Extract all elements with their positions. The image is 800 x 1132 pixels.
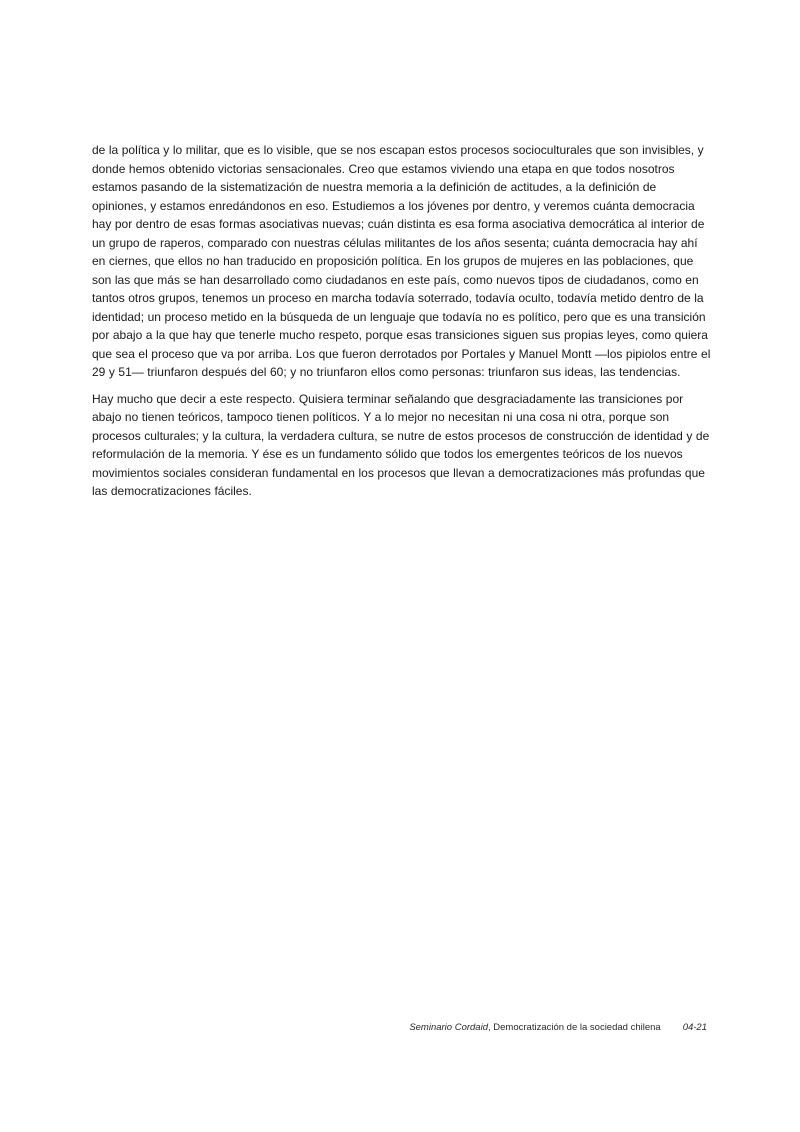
paragraph: Hay mucho que decir a este respecto. Quisiera terminar señalando que desgraciadamente las transiciones por abajo no tienen teóricos, tampoco tienen políticos. Y a lo mejor no necesitan ni una cosa ni otra, porque son procesos culturales; y la cultura, la verdadera cultura, se nutre de estos procesos de construcción de identidad y de reformulación de la memoria. Y ése es un fundamento sólido que todos los emergentes teóricos de los nuevos movimientos sociales consideran fundamental en los procesos que llevan a democratizaciones más profundas que las democratizaciones fáciles. [92, 391, 710, 498]
footer-series: Seminario Cordaid [409, 1022, 488, 1033]
page-footer [92, 1022, 707, 1033]
footer-separator: , [488, 1022, 491, 1033]
body-text [92, 141, 714, 509]
footer-title: Democratización de la sociedad chilena [490, 1022, 661, 1033]
paragraph: de la política y lo militar, que es lo visible, que se nos escapan estos procesos socioculturales que son invisibles, y donde hemos obtenido victorias sensacionales. Creo que estamos viviendo una etapa en que todos nosotros estamos pasando de la sistematización de nuestra memoria a la definición de actitudes, a la definición de opiniones, y estamos enredándonos en eso. Estudiemos a los jóvenes por dentro, y veremos cuánta democracia hay por dentro de esas formas asociativas nuevas; cuán distinta es esa forma asociativa democrática al interior de un grupo de raperos, comparado con nuestras células militantes de los años sesenta; cuánta democracia hay ahí en ciernes, que ellos no han traducido en proposición política. En los grupos de mujeres en las poblaciones, que son las que más se han desarrollado como ciudadanos en este país, como nuevos tipos de ciudadanos, como en tantos otros grupos, tenemos un proceso en marcha todavía soterrado, todavía oculto, todavía metido dentro de la identidad; un proceso metido en la búsqueda de un lenguaje que todavía no es político, pero que es una transición por abajo a la que hay que tenerle mucho respeto, porque esas transiciones siguen sus propias leyes, como quiera que sea el proceso que va por arriba. Los que fueron derrotados por Portales y Manuel Montt —los pipiolos entre el 29 y 51— triunfaron después del 60; y no triunfaron ellos como personas: triunfaron sus ideas, las tendencias. [92, 143, 711, 379]
page-number: 04-21 [682, 1022, 707, 1033]
